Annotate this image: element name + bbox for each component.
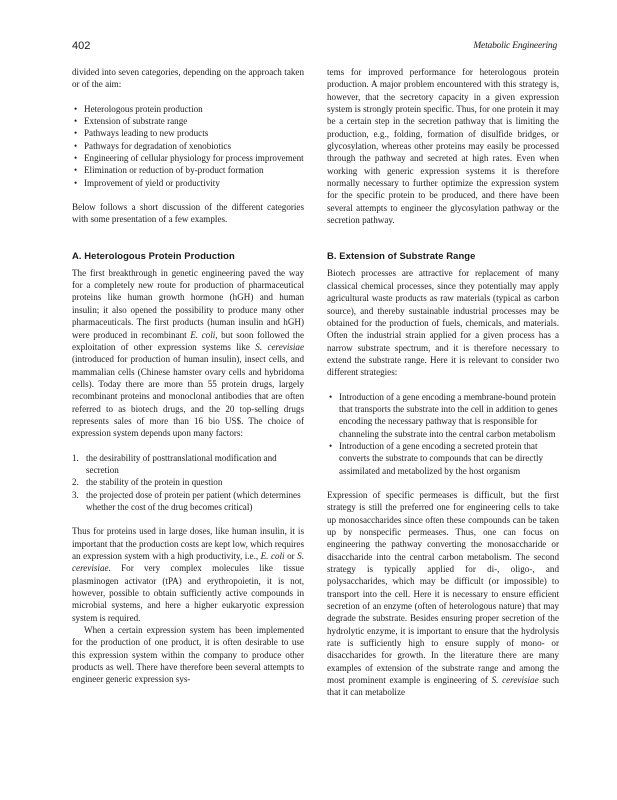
list-item: 2. the stability of the protein in question [72,477,223,488]
left-column [72,66,304,686]
list-item: • Heterologous protein production [72,103,304,115]
paragraph-b1: Biotech processes are attractive for replacement of many classical chemical processes, since they potentially may apply agricultural waste products as raw materials (typical as carbon source), and thereby sustainable industrial processes may be obtained for the production of fuels, chemicals, and materials. Often the industrial strain applied for a given process has a narrow substrate spectrum, and it is therefore necessary to extend the substrate range. Here it is relevant to consider two different strategies: [327,268,559,378]
paragraph-a2: Thus for proteins used in large doses, like human insulin, it is important that the production costs are kept low, which requires an expression system with a high productivity, i.e., E. coli or S. cerevisiae. For very complex molecules like tissue plasminogen activator (tPA) and erythropoietin, it is not, however, possible to obtain sufficiently active compounds in microbial systems, and here a higher eukaryotic expression system is required. [72,526,304,623]
running-head: Metabolic Engineering [473,41,557,51]
paragraph-b2: Expression of specific permeases is difficult, but the first strategy is still the preferred one for engineering cells to take up monosaccharides since often these compounds can be taken up by nonspecific permeases. Thus, one can focus on engineering the pathway converting the monosaccharide or disaccharide into the central carbon metabolism. The second strategy is typically applied for di-, oligo-, and polysaccharides, which may be difficult (or impossible) to transport into the cell. Here it is necessary to ensure efficient secretion of an enzyme (often of heterologous nature) that may degrade the substrate. Besides ensuring proper secretion of the hydrolytic enzyme, it is important to ensure that the hydrolysis rate is sufficiently high to ensure supply of mono- or disaccharides for growth. In the literature there are many examples of extension of the substrate range and among the most prominent example is engineering of S. cerevisiae such that it can metabolize [327,489,560,698]
paragraph-a3: When a certain expression system has been implemented for the production of one product, it is often desirable to use this expression system within the company to produce other products as well. There have therefore been several attempts to engineer generic expression sys- [72,625,304,685]
section-heading-a: A. Heterologous Protein Production [72,249,235,261]
list-item: • Elimination or reduction of by-product formation [72,164,304,176]
list-item: 1. the desirability of posttranslational modification and secretion [72,452,277,475]
list-item: • Improvement of yield or productivity [72,177,304,189]
below-paragraph: Below follows a short discussion of the different categories with some presentation of a few examples. [72,202,304,225]
list-item: • Introduction of a gene encoding a secreted protein that converts the substrate to compounds that can be directly assimilated and metabolized by the host organism [327,440,559,477]
list-item: • Introduction of a gene encoding a membrane-bound protein that transports the substrate into the cell in addition to genes encoding the necessary pathway that is responsible for channeling the substrate into the central carbon metabolism [327,391,559,440]
factors-list [72,452,304,514]
strategies-list [327,391,559,477]
page-header [72,40,557,54]
paragraph-a1: The first breakthrough in genetic engineering paved the way for a completely new route for production of pharmaceutical proteins like human growth hormone (hGH) and human insulin; it also opened the possibility to produce many other pharmaceuticals. The first products (human insulin and hGH) were produced in recombinant E. coli, but soon followed the exploitation of other expression systems like S. cerevisiae (introduced for production of human insulin), insect cells, and mammalian cells (Chinese hamster ovary cells and hybridoma cells). Today there are more than 55 protein drugs, largely recombinant proteins and monoclonal antibodies that are often referred to as biotech drugs, and the 20 top-selling drugs represents sales of more than 16 bio US$. The choice of expression system depends upon many factors: [72,267,305,439]
section-heading-b: B. Extension of Substrate Range [327,250,476,262]
continuation-paragraph: tems for improved performance for heterologous protein production. A major problem encountered with this strategy is, however, that the secretory capacity in a given expression system is strongly protein specific. Thus, for one protein it may be a certain step in the secretion pathway that is limiting the production, e.g., folding, formation of disulfide bridges, or glycosylation, whereas other proteins may easily be processed through the pathway and secreted at high rates. Even when working with generic expression systems it is therefore normally necessary to further optimize the expression system for the specific protein to be produced, and there have been several attempts to engineer the glycosylation pathway or the secretion pathway. [327,67,559,226]
intro-paragraph: divided into seven categories, depending on the approach taken or of the aim: [72,67,304,90]
list-item: • Pathways leading to new products [72,127,304,139]
list-item: • Pathways for degradation of xenobiotics [72,140,304,152]
list-item: 3. the projected dose of protein per patient (which determines whether the cost of the drug becomes critical) [72,489,301,512]
right-column [327,66,559,699]
page-number: 402 [72,40,91,52]
list-item: • Extension of substrate range [72,115,304,127]
aims-list [72,103,304,189]
list-item: • Engineering of cellular physiology for process improvement [72,152,304,164]
